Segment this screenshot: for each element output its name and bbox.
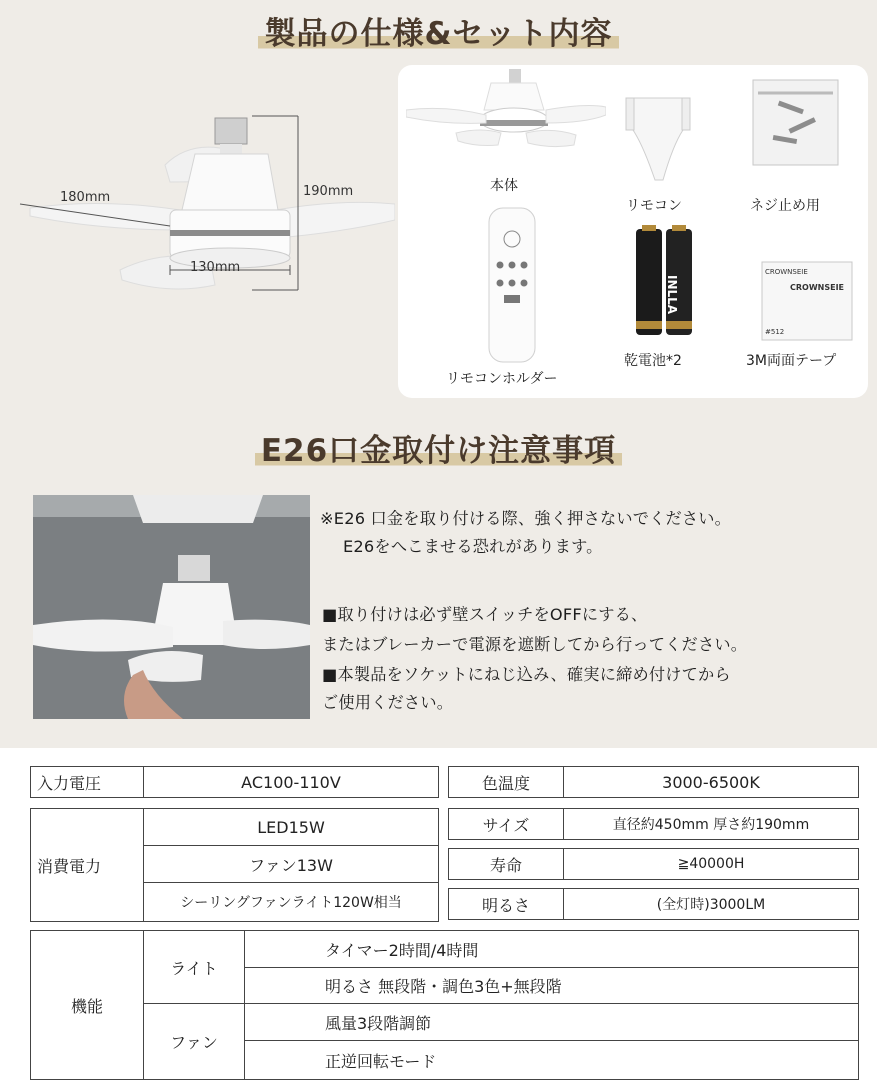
specs-set-heading-text: 製品の仕様&セット内容 — [258, 8, 618, 53]
fan-reverse: 正逆回転モード — [244, 1040, 859, 1080]
light-timer: タイマー2時間/4時間 — [244, 930, 859, 968]
e26-heading — [0, 425, 877, 470]
power-equivalent: シーリングファンライト120W相当 — [143, 882, 439, 922]
fan-dimension-illustration — [10, 70, 395, 400]
color-temp-label: 色温度 — [448, 766, 564, 798]
height-dimension: 190mm — [303, 184, 354, 199]
brightness-value: (全灯時)3000LM — [563, 888, 859, 920]
item-label-holder: リモコンホルダー — [446, 371, 558, 387]
size-label: サイズ — [448, 808, 564, 840]
tape-image — [760, 260, 855, 345]
power-label: 消費電力 — [30, 808, 144, 922]
spec-tables — [0, 748, 877, 1080]
width-dimension: 180mm — [60, 190, 111, 205]
tape-code: #512 — [765, 328, 785, 336]
size-value: 直径約450mm 厚さ約190mm — [563, 808, 859, 840]
power-led: LED15W — [143, 808, 439, 846]
note-line-4: またはブレーカーで電源を遮断してから行ってください。 — [322, 635, 748, 654]
note-line-5: ■本製品をソケットにねじ込み、確実に締め付けてから — [322, 665, 731, 684]
installation-photo-art — [33, 495, 310, 719]
functions-label: 機能 — [30, 930, 144, 1080]
set-contents-panel — [398, 65, 868, 398]
fan-body-image — [406, 65, 606, 160]
brightness-label: 明るさ — [448, 888, 564, 920]
batteries-image — [630, 225, 700, 340]
light-label: ライト — [143, 930, 245, 1004]
note-line-6: ご使用ください。 — [322, 693, 454, 712]
e26-heading-text: E26口金取付け注意事項 — [255, 425, 622, 470]
tape-brand-mark-2: CROWNSEIE — [790, 283, 845, 292]
battery-brand: INLLA — [665, 275, 679, 315]
life-value: ≧40000H — [563, 848, 859, 880]
item-label-batteries: 乾電池*2 — [624, 353, 682, 369]
life-label: 寿命 — [448, 848, 564, 880]
light-dimming: 明るさ 無段階・調色3色+無段階 — [244, 967, 859, 1004]
item-label-screws: ネジ止め用 — [750, 198, 820, 214]
power-fan: ファン13W — [143, 845, 439, 883]
note-line-2: E26をへこませる恐れがあります。 — [343, 537, 603, 556]
item-label-tape: 3M両面テープ — [746, 353, 837, 369]
installation-photo — [33, 495, 310, 719]
note-line-3: ■取り付けは必ず壁スイッチをOFFにする、 — [322, 605, 648, 624]
dimension-diagram — [10, 70, 395, 400]
note-line-1: ※E26 口金を取り付ける際、強く押さないでください。 — [320, 509, 732, 528]
specs-set-heading — [0, 8, 877, 53]
voltage-label: 入力電圧 — [30, 766, 144, 798]
remote-holder-image — [623, 90, 693, 185]
item-label-remote: リモコン — [626, 198, 682, 214]
screws-image — [748, 75, 843, 170]
diameter-dimension: 130mm — [190, 260, 241, 275]
item-label-body: 本体 — [490, 178, 518, 194]
color-temp-value: 3000-6500K — [563, 766, 859, 798]
fan-speed: 風量3段階調節 — [244, 1003, 859, 1041]
voltage-value: AC100-110V — [143, 766, 439, 798]
remote-control-image — [486, 205, 538, 365]
fan-label: ファン — [143, 1003, 245, 1080]
tape-brand-mark: CROWNSEIE — [765, 268, 808, 276]
